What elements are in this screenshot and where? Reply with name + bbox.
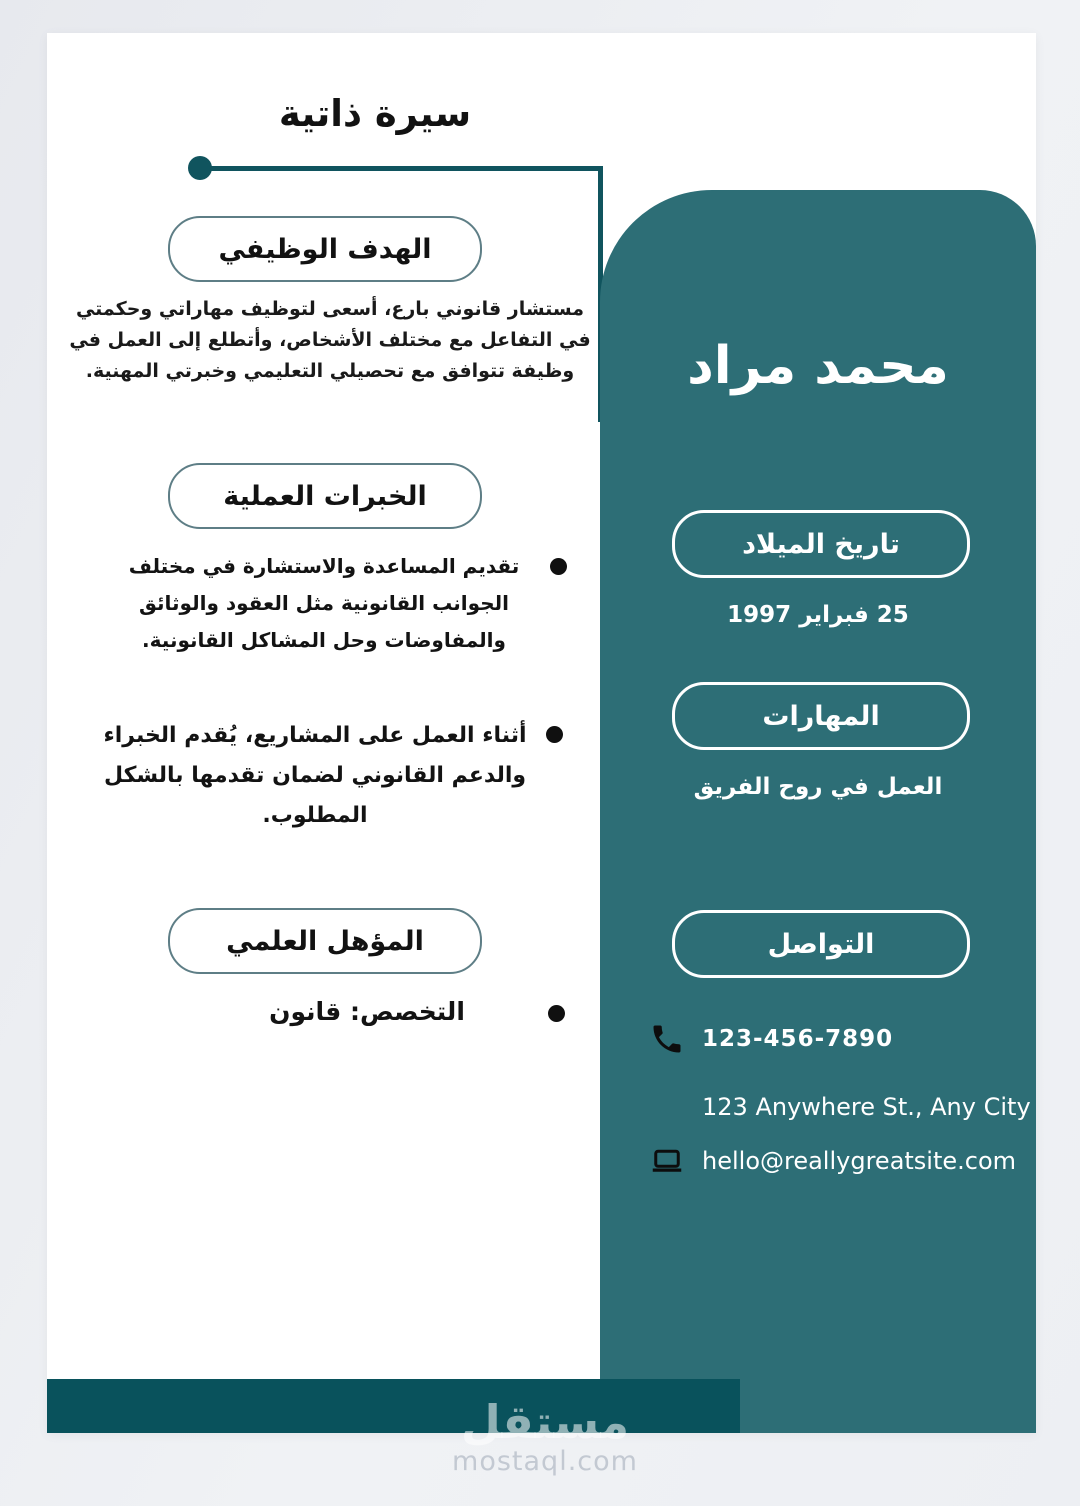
email-text: hello@reallygreatsite.com (702, 1147, 1017, 1175)
sidebar-panel (600, 190, 1036, 1433)
section-heading-experience-label: الخبرات العملية (223, 480, 427, 512)
contact-row-phone (600, 1016, 1036, 1062)
skill-item: العمل في روح الفريق (693, 774, 943, 800)
section-heading-education-label: المؤهل العلمي (226, 925, 424, 957)
person-name: محمد مراد (687, 336, 949, 396)
education-list-item (200, 995, 565, 1029)
contact-row-email (600, 1138, 1036, 1184)
section-heading-contact-label: التواصل (767, 928, 875, 960)
watermark-arabic: مستقل (460, 1395, 630, 1449)
phone-number: 123-456-7890 (702, 1026, 894, 1052)
section-heading-skills-label: المهارات (762, 700, 880, 732)
section-heading-education (168, 908, 482, 974)
bullet-icon (548, 1005, 565, 1022)
section-heading-contact (672, 910, 970, 978)
education-item-text: التخصص: قانون (269, 997, 465, 1026)
address-text: 123 Anywhere St., Any City (702, 1093, 1031, 1121)
experience-list-item (112, 548, 567, 659)
birthdate-value: 25 فبراير 1997 (727, 602, 909, 628)
bullet-icon (546, 726, 563, 743)
section-heading-skills (672, 682, 970, 750)
phone-icon (646, 1018, 688, 1060)
experience-list-item (98, 716, 563, 836)
laptop-icon (646, 1140, 688, 1182)
section-heading-experience (168, 463, 482, 529)
watermark-url: mostaql.com (452, 1446, 638, 1477)
page-title: سيرة ذاتية (278, 92, 472, 135)
objective-paragraph: مستشار قانوني بارع، أسعى لتوظيف مهاراتي وحكمتي في التفاعل مع مختلف الأشخاص، وأتطلع إلى العمل في وظيفة تتوافق مع تحصيلي التعليمي وخبرتي المهنية. (69, 298, 591, 382)
section-heading-objective-label: الهدف الوظيفي (218, 233, 432, 265)
section-heading-birthdate (672, 510, 970, 578)
experience-item-text: تقديم المساعدة والاستشارة في مختلف الجوانب القانونية مثل العقود والوثائق والمفاوضات وحل المشاكل القانونية. (128, 554, 520, 652)
experience-item-text: أثناء العمل على المشاريع، يُقدم الخبراء والدعم القانوني لضمان تقدمها بالشكل المطلوب. (103, 723, 527, 828)
watermark (400, 1395, 690, 1477)
section-heading-objective (168, 216, 482, 282)
bullet-icon (550, 558, 567, 575)
connector-line-horizontal (200, 166, 603, 171)
section-heading-birthdate-label: تاريخ الميلاد (742, 528, 900, 560)
contact-row-address (600, 1084, 1036, 1130)
